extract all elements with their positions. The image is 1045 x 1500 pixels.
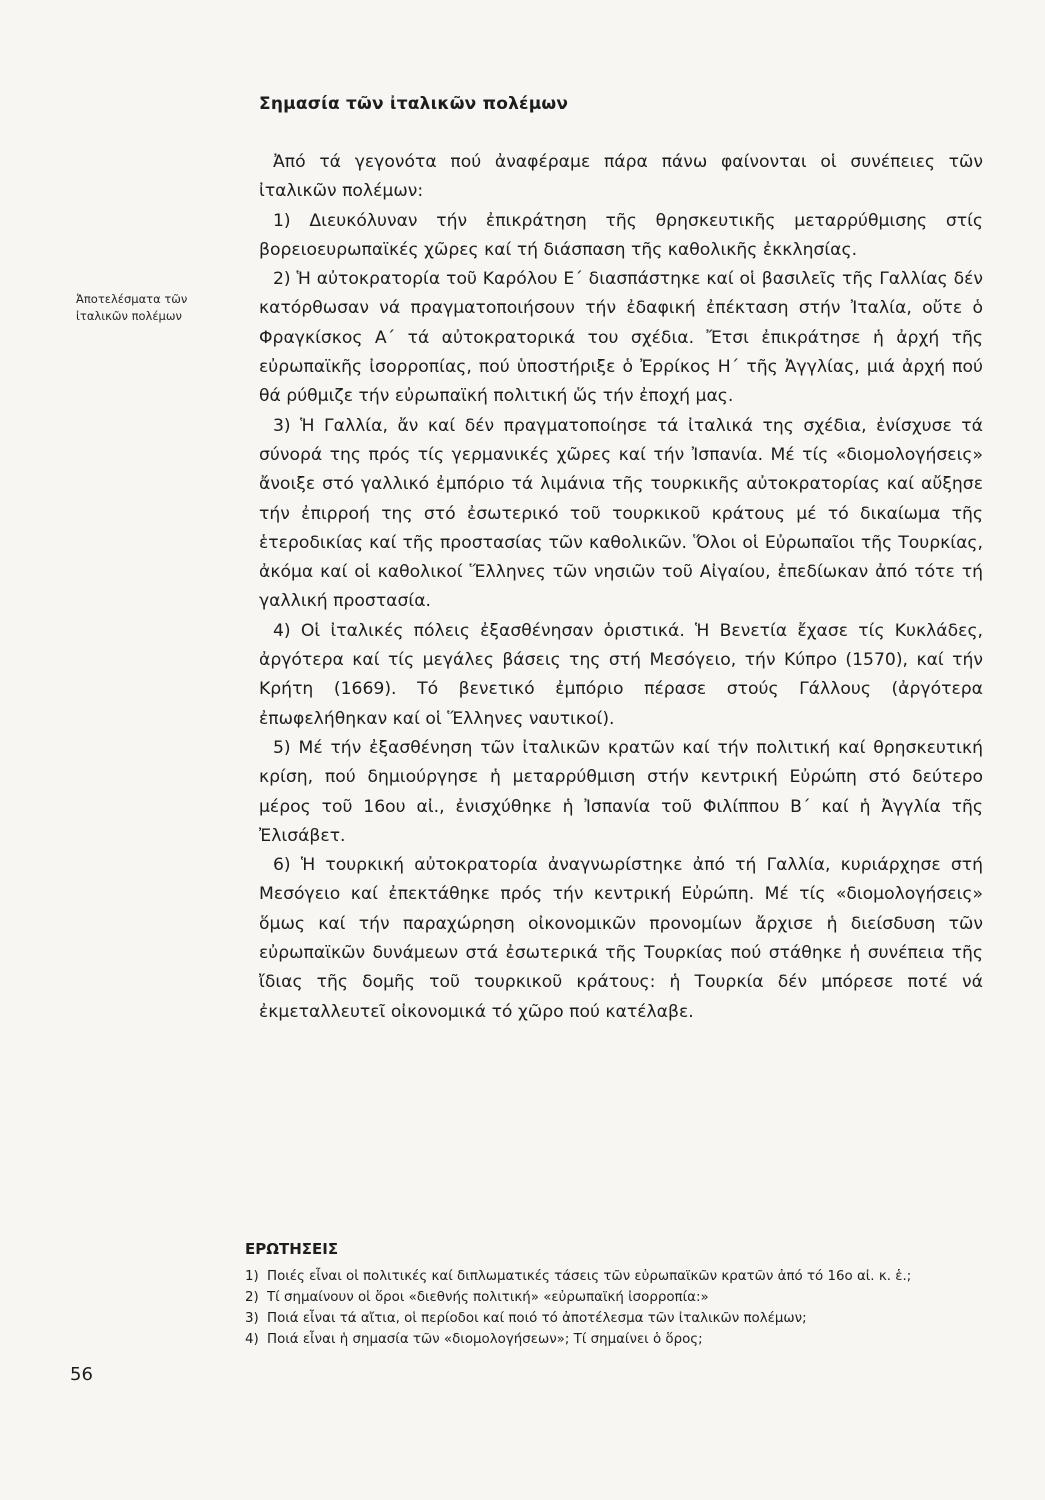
question-item <box>245 1329 987 1350</box>
point-3-paragraph: 3) Ἡ Γαλλία, ἄν καί δέν πραγματοποίησε τά ἰταλικά της σχέδια, ἐνίσχυσε τά σύνορά της πρός τίς γερμανικές χῶρες καί τήν Ἰσπανία. Μέ τίς «διομολογήσεις» ἄνοιξε στό γαλλικό ἐμπόριο τά λιμάνια τῆς τουρκικῆς αὐτοκρατορίας καί αὔξησε τήν ἐπιρροή της στό ἐσωτερικό τοῦ τουρκικοῦ κράτους μέ τό δικαίωμα τῆς ἑτεροδικίας καί τῆς προστασίας τῶν καθολικῶν. Ὅλοι οἱ Εὐρωπαῖοι τῆς Τουρκίας, ἀκόμα καί οἱ καθολικοί Ἕλληνες τῶν νησιῶν τοῦ Αἰγαίου, ἐπεδίωκαν ἀπό τότε τή γαλλική προστασία. <box>259 415 983 612</box>
point-1-paragraph: 1) Διευκόλυναν τήν ἐπικράτηση τῆς θρησκευτικῆς μεταρρύθμισης στίς βορειοευρωπαϊκές χῶρες καί τή διάσπαση τῆς καθολικῆς ἐκκλησίας. <box>259 210 983 260</box>
question-number: 1) <box>245 1269 259 1284</box>
question-text: Ποιά εἶναι ἡ σημασία τῶν «διομολογήσεων»; Τί σημαίνει ὁ ὅρος; <box>267 1332 703 1347</box>
question-text: Ποιά εἶναι τά αἴτια, οἱ περίοδοι καί ποιό τό ἀποτέλεσμα τῶν ἰταλικῶν πολέμων; <box>267 1311 807 1326</box>
question-item <box>245 1308 987 1329</box>
question-text: Τί σημαίνουν οἱ ὅροι «διεθνής πολιτική» «εὐρωπαϊκή ἰσορροπία:» <box>267 1290 709 1305</box>
body-text <box>259 148 983 1027</box>
questions-heading: ΕΡΩΤΗΣΕΙΣ <box>245 1240 339 1258</box>
section-title: Σημασία τῶν ἰταλικῶν πολέμων <box>259 94 569 114</box>
question-number: 3) <box>245 1311 259 1326</box>
question-item <box>245 1266 987 1287</box>
intro-paragraph: Ἀπό τά γεγονότα πού ἀναφέραμε πάρα πάνω φαίνονται οἱ συνέπειες τῶν ἰταλικῶν πολέμων: <box>259 152 983 202</box>
question-number: 4) <box>245 1332 259 1347</box>
question-text: Ποιές εἶναι οἱ πολιτικές καί διπλωματικές τάσεις τῶν εὐρωπαϊκῶν κρατῶν ἀπό τό 16ο αἰ. κ. ἑ.; <box>267 1269 912 1284</box>
page-number: 56 <box>70 1364 93 1385</box>
point-4-paragraph: 4) Οἱ ἰταλικές πόλεις ἐξασθένησαν ὁριστικά. Ἡ Βενετία ἔχασε τίς Κυκλάδες, ἀργότερα καί τίς μεγάλες βάσεις της στή Μεσόγειο, τήν Κύπρο (1570), καί τήν Κρήτη (1669). Τό βενετικό ἐμπόριο πέρασε στούς Γάλλους (ἀργότερα ἐπωφελήθηκαν καί οἱ Ἕλληνες ναυτικοί). <box>259 620 983 729</box>
question-item <box>245 1287 987 1308</box>
question-number: 2) <box>245 1290 259 1305</box>
point-6-paragraph: 6) Ἡ τουρκική αὐτοκρατορία ἀναγνωρίστηκε ἀπό τή Γαλλία, κυριάρχησε στή Μεσόγειο καί ἐπεκτάθηκε πρός τήν κεντρική Εὐρώπη. Μέ τίς «διομολογήσεις» ὅμως καί τήν παραχώρηση οἰκονομικῶν προνομίων ἄρχισε ἡ διείσδυση τῶν εὐρωπαϊκῶν δυνάμεων στά ἐσωτερικά τῆς Τουρκίας πού στάθηκε ἡ συνέπεια τῆς ἴδιας τῆς δομῆς τοῦ τουρκικοῦ κράτους: ἡ Τουρκία δέν μπόρεσε ποτέ νά ἐκμεταλλευτεῖ οἰκονομικά τό χῶρο πού κατέλαβε. <box>259 855 983 1022</box>
point-2-paragraph: 2) Ἡ αὐτοκρατορία τοῦ Καρόλου Ε΄ διασπάστηκε καί οἱ βασιλεῖς τῆς Γαλλίας δέν κατόρθωσαν νά πραγματοποιήσουν τήν ἐδαφική ἐπέκταση στήν Ἰταλία, οὔτε ὁ Φραγκίσκος Α΄ τά αὐτοκρατορικά του σχέδια. Ἔτσι ἐπικράτησε ἡ ἀρχή τῆς εὐρωπαϊκῆς ἰσορροπίας, πού ὑποστήριξε ὁ Ἐρρίκος Η΄ τῆς Ἀγγλίας, μιά ἀρχή πού θά ρύθμιζε τήν εὐρωπαϊκή πολιτική ὥς τήν ἐποχή μας. <box>259 269 983 407</box>
point-5-paragraph: 5) Μέ τήν ἐξασθένηση τῶν ἰταλικῶν κρατῶν καί τήν πολιτική καί θρησκευτική κρίση, πού δημιούργησε ἡ μεταρρύθμιση στήν κεντρική Εὐρώπη στό δεύτερο μέρος τοῦ 16ου αἰ., ἐνισχύθηκε ἡ Ἰσπανία τοῦ Φιλίππου Β΄ καί ἡ Ἀγγλία τῆς Ἐλισάβετ. <box>259 737 983 846</box>
questions-list <box>245 1266 987 1350</box>
margin-note: Ἀποτελέσματα τῶν ἰταλικῶν πολέμων <box>76 292 188 323</box>
